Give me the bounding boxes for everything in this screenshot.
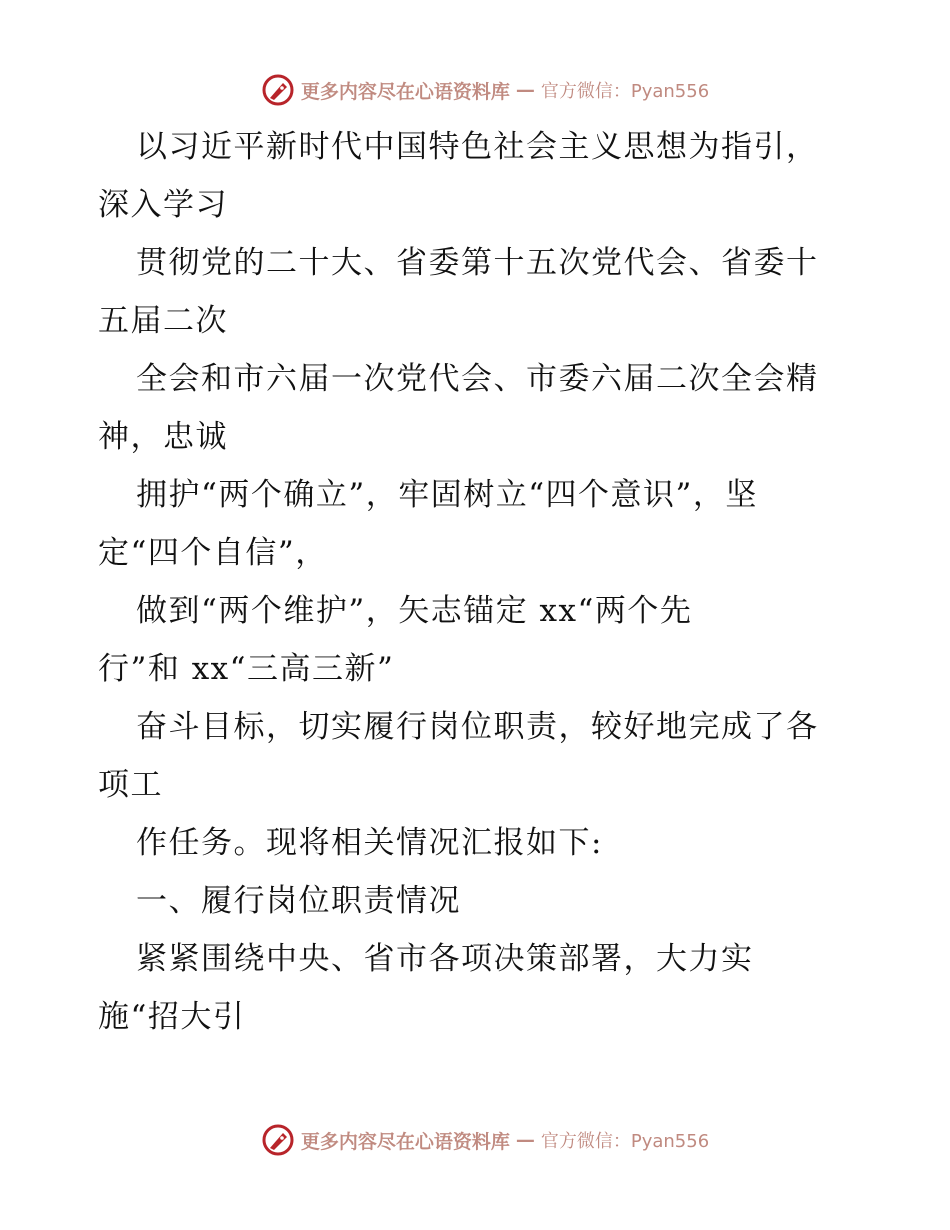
text-line: 行”和 xx“三高三新”	[98, 651, 395, 687]
text-line: 拥护“两个确立”，牢固树立“四个意识”，坚	[136, 477, 758, 513]
header-banner	[0, 70, 950, 110]
pen-nib-logo-icon	[261, 73, 295, 107]
text-line: 深入学习	[98, 187, 228, 223]
footer-banner	[0, 1120, 950, 1160]
section-heading: 一、履行岗位职责情况	[136, 883, 461, 919]
text-line: 做到“两个维护”，矢志锚定 xx“两个先	[136, 593, 693, 629]
text-line: 紧紧围绕中央、省市各项决策部署，大力实	[136, 941, 754, 977]
text-line: 以习近平新时代中国特色社会主义思想为指引，	[136, 129, 819, 165]
header-banner-title: 更多内容尽在心语资料库	[300, 80, 510, 103]
text-line: 神，忠诚	[98, 419, 228, 455]
text-line: 全会和市六届一次党代会、市委六届二次全会精	[136, 361, 819, 397]
header-banner-content	[261, 73, 709, 107]
header-banner-dash: —	[515, 79, 535, 101]
header-banner-wechat: 官方微信：Pyan556	[540, 81, 710, 102]
footer-banner-title: 更多内容尽在心语资料库	[300, 1130, 510, 1153]
text-line: 施“招大引	[98, 999, 246, 1035]
text-line: 项工	[98, 767, 163, 803]
text-line: 奋斗目标，切实履行岗位职责，较好地完成了各	[136, 709, 819, 745]
text-line: 五届二次	[98, 303, 228, 339]
footer-banner-wechat: 官方微信：Pyan556	[540, 1131, 710, 1152]
document-body	[98, 118, 858, 1046]
pen-nib-logo-icon	[261, 1123, 295, 1157]
footer-banner-dash: —	[515, 1129, 535, 1151]
text-line: 作任务。现将相关情况汇报如下:	[136, 825, 603, 861]
text-line: 贯彻党的二十大、省委第十五次党代会、省委十	[136, 245, 819, 281]
footer-banner-content	[261, 1123, 709, 1157]
text-line: 定“四个自信”，	[98, 535, 328, 571]
